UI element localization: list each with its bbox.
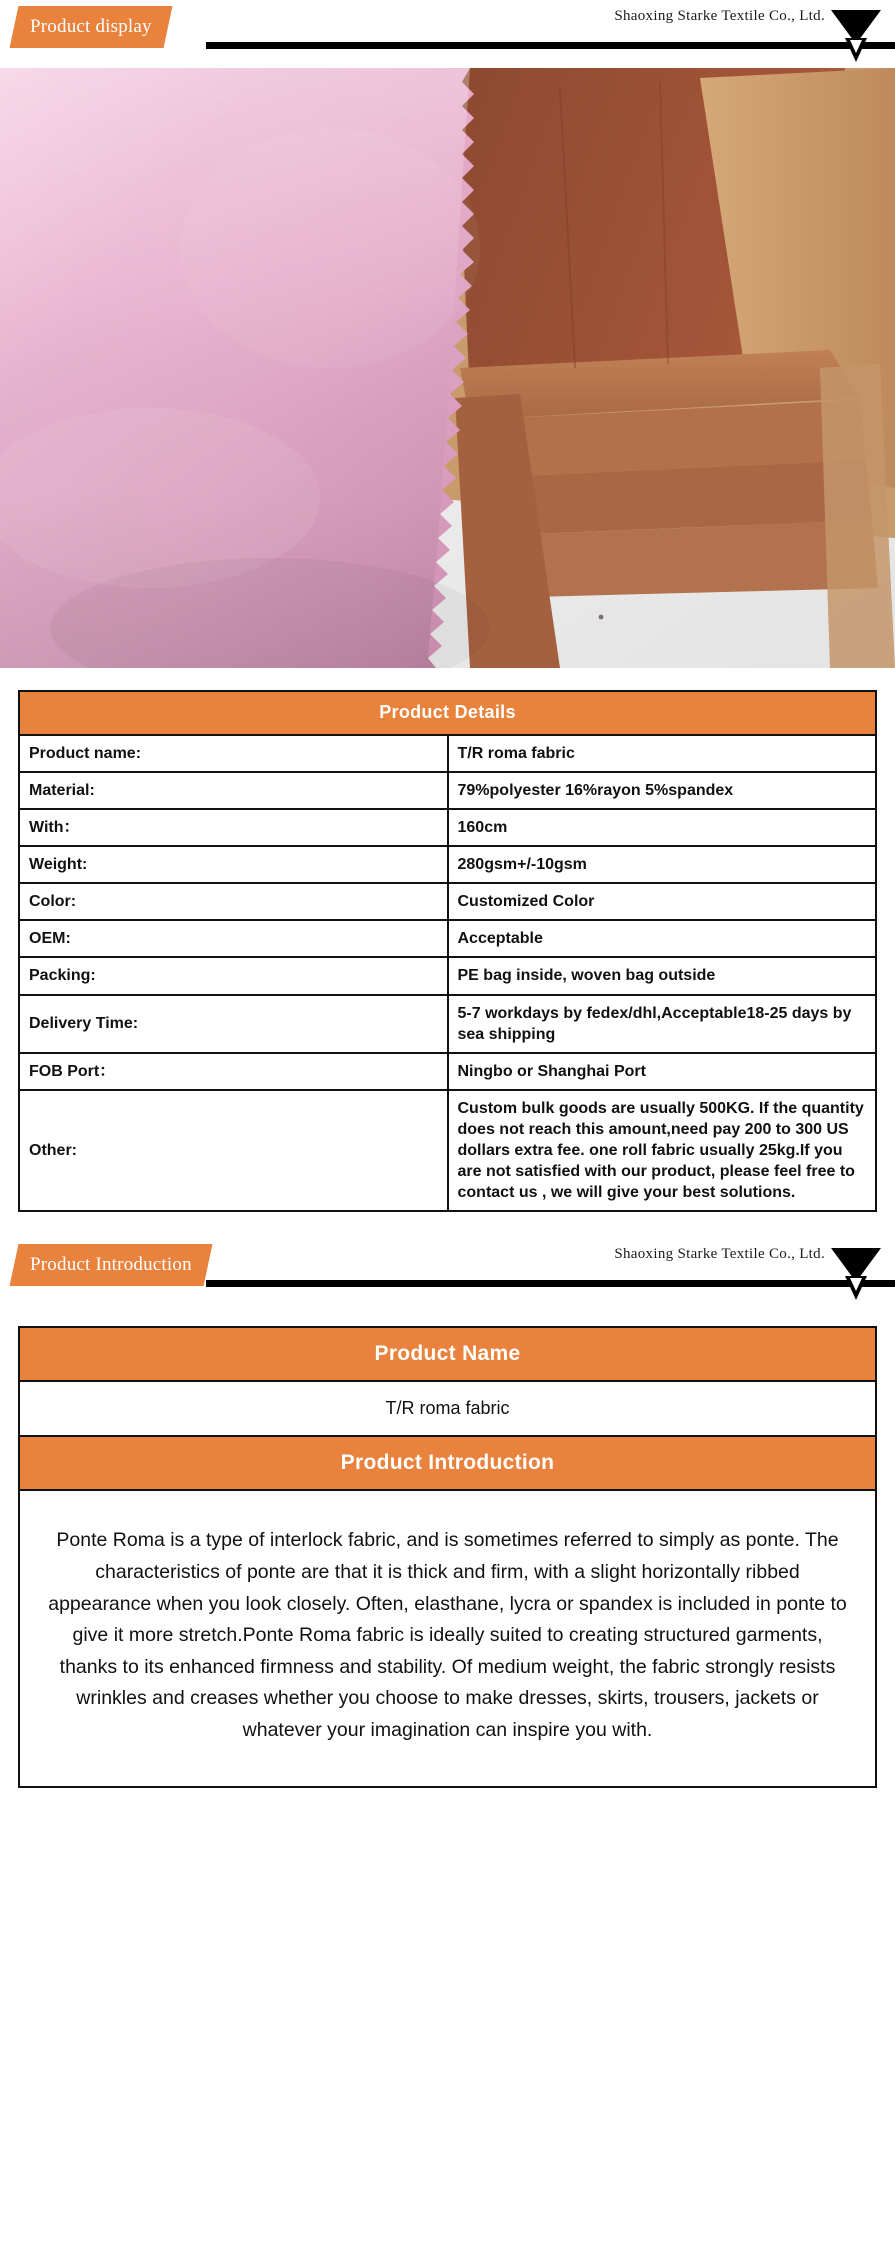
product-details-header: Product Details <box>19 691 876 735</box>
company-name: Shaoxing Starke Textile Co., Ltd. <box>614 1246 825 1263</box>
row-key: Weight: <box>19 846 448 883</box>
row-key: Product name: <box>19 735 448 772</box>
section-banner-product-introduction <box>0 1238 895 1306</box>
row-value: 280gsm+/-10gsm <box>448 846 877 883</box>
product-photo-image <box>0 68 895 668</box>
row-key: Other: <box>19 1090 448 1212</box>
triangle-logo-icon <box>825 1242 887 1302</box>
banner-rule <box>206 1280 895 1287</box>
row-value: PE bag inside, woven bag outside <box>448 957 877 994</box>
product-introduction-header-row <box>19 1436 876 1490</box>
row-value: Custom bulk goods are usually 500KG. If the quantity does not reach this amount,need pay 200 to 300 US dollars extra fee. one roll fabric usually 25kg.If you are not satisfied with our product, please feel free to contact us , we will give your best solutions. <box>448 1090 877 1212</box>
table-row <box>19 1090 876 1212</box>
table-row <box>19 809 876 846</box>
triangle-logo-icon <box>825 4 887 64</box>
banner-tag-label: Product Introduction <box>30 1254 192 1276</box>
product-name-value: T/R roma fabric <box>19 1381 876 1436</box>
row-key: OEM: <box>19 920 448 957</box>
row-value: 5-7 workdays by fedex/dhl,Acceptable18-25 days by sea shipping <box>448 995 877 1053</box>
product-introduction-body: Ponte Roma is a type of interlock fabric, and is sometimes referred to simply as ponte. The characteristics of ponte are that it is thick and firm, with a slight horizontally ribbed appearance when you look closely. Often, elasthane, lycra or spandex is included in ponte to give it more stretch.Ponte Roma fabric is ideally suited to creating structured garments, thanks to its enhanced firmness and stability. Of medium weight, the fabric strongly resists wrinkles and creases whether you choose to make dresses, skirts, trousers, jackets or whatever your imagination can inspire you with. <box>19 1490 876 1787</box>
table-row <box>19 920 876 957</box>
table-row <box>19 995 876 1053</box>
table-row <box>19 957 876 994</box>
product-name-header-row <box>19 1327 876 1381</box>
product-photo <box>0 68 895 668</box>
product-name-value-row <box>19 1381 876 1436</box>
product-introduction-table <box>18 1326 877 1788</box>
row-value: Ningbo or Shanghai Port <box>448 1053 877 1090</box>
wooden-crate <box>430 68 895 668</box>
row-key: Packing: <box>19 957 448 994</box>
row-key: Delivery Time: <box>19 995 448 1053</box>
table-header-row <box>19 691 876 735</box>
table-row <box>19 883 876 920</box>
row-key: FOB Port： <box>19 1053 448 1090</box>
product-introduction-section <box>0 1326 895 1788</box>
banner-rule <box>206 42 895 49</box>
table-row <box>19 1053 876 1090</box>
product-details-table <box>18 690 877 1212</box>
product-introduction-header: Product Introduction <box>19 1436 876 1490</box>
product-introduction-body-row <box>19 1490 876 1787</box>
product-name-header: Product Name <box>19 1327 876 1381</box>
row-value: Customized Color <box>448 883 877 920</box>
row-value: Acceptable <box>448 920 877 957</box>
row-key: Color: <box>19 883 448 920</box>
row-key: Material: <box>19 772 448 809</box>
company-name: Shaoxing Starke Textile Co., Ltd. <box>614 8 825 24</box>
banner-tag-label: Product display <box>30 16 152 37</box>
table-row <box>19 772 876 809</box>
row-value: 160cm <box>448 809 877 846</box>
product-details-section <box>0 690 895 1212</box>
table-row <box>19 735 876 772</box>
row-value: T/R roma fabric <box>448 735 877 772</box>
table-row <box>19 846 876 883</box>
banner-tag-product-display <box>10 6 173 48</box>
row-value: 79%polyester 16%rayon 5%spandex <box>448 772 877 809</box>
banner-tag-product-introduction <box>10 1244 213 1286</box>
row-key: With： <box>19 809 448 846</box>
section-banner-product-display <box>0 0 895 68</box>
